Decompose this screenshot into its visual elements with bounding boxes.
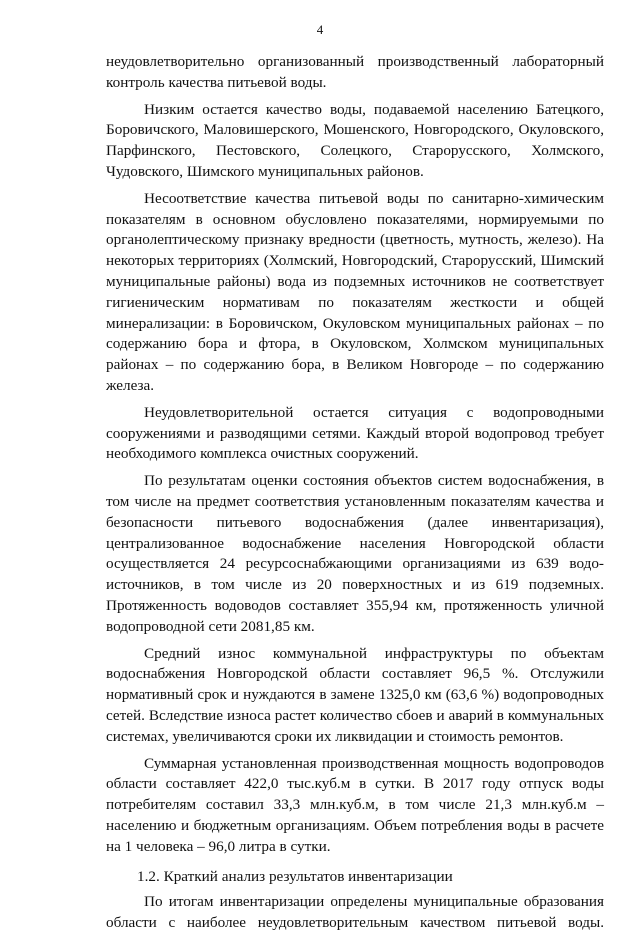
- section-heading: 1.2. Краткий анализ результатов инвентаризации: [137, 868, 453, 886]
- paragraph-production-capacity: Суммарная установленная производственная мощность водопроводов области составляет 422,0 тыс.куб.м в сутки. В 2017 году отпуск воды потребителям составил 33,3 млн.куб.м, в том числе 21,3 млн.куб.м – населению и бюджетным организациям. Объем потребления воды в расчете на 1 человека – 96,0 литра в сутки.: [106, 754, 604, 855]
- paragraph-inventory-summary: По итогам инвентаризации определены муниципальные образования области с наиболее неудовлетворительным качеством питьевой воды.: [106, 893, 604, 932]
- page-number: 4: [316, 22, 324, 37]
- paragraph-water-facilities: Неудовлетворительной остается ситуация с водопроводными сооружениями и разводящими сетями. Каждый второй водопровод требует необходимого комплекса очистных сооружений.: [106, 403, 604, 463]
- page-content: [106, 52, 604, 934]
- paragraph-low-quality-districts: Низким остается качество воды, подаваемой населению Батецкого, Боровичского, Маловишерского, Мошенского, Новгородского, Окуловского, Парфинского, Пестовского, Солецкого, Старорусского, Холмского, Чудовского, Шимского муниципальных районов.: [106, 100, 604, 180]
- paragraph-lab-control: неудовлетворительно организованный производственный лабораторный контроль качества питьевой воды.: [106, 53, 604, 91]
- paragraph-sanitary-chemical-mismatch: Несоответствие качества питьевой воды по санитарно-химическим показателям в основном обусловлено показателями, нормируемыми по органолептическому признаку вредности (цветность, мутность, железо). На некоторых территориях (Холмский, Новгородский, Старорусский, Шимский муниципальные районы) вода из подземных источников не соответствует гигиеническим нормативам по показателям жесткости и общей минерализации: в Боровичском, Окуловском муниципальных районах – по содержанию бора и фтора, в Окуловском, Холмском муниципальных районах – по содержанию бора, в Великом Новгороде – по содержанию железа.: [106, 189, 604, 394]
- paragraph-inventory-results: По результатам оценки состояния объектов систем водоснабжения, в том числе на предмет соответствия установленным показателям качества и безопасности питьевого водоснабжения (далее инвентаризация), централизованное водоснабжение населения Новгородской области осуществляется 24 ресурсоснабжающими организациями из 639 водо-источников, в том числе из 20 поверхностных и из 619 подземных. Протяженность водоводов составляет 355,94 км, протяженность уличной водопроводной сети 2081,85 км.: [106, 472, 604, 635]
- paragraph-infrastructure-wear: Средний износ коммунальной инфраструктуры по объектам водоснабжения Новгородской области составляет 96,5 %. Отслужили нормативный срок и нуждаются в замене 1325,0 км (63,6 %) водопроводных сетей. Вследствие износа растет количество сбоев и аварий в коммунальных системах, увеличиваются сроки их ликвидации и стоимость ремонтов.: [106, 644, 604, 745]
